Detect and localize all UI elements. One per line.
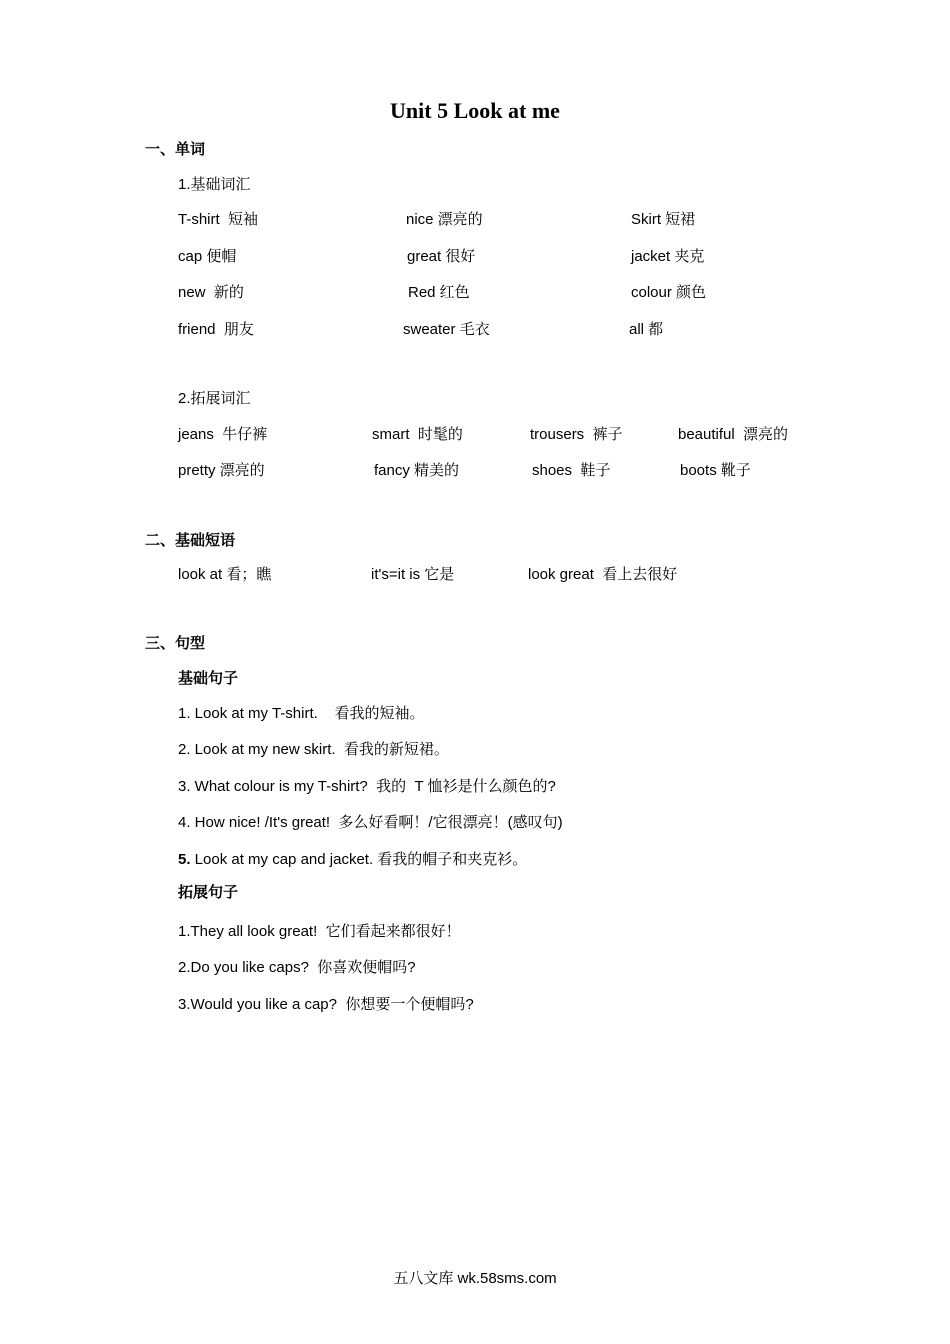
vocab-item: cap 便帽 bbox=[178, 248, 237, 265]
extended-vocabulary-label: 2.拓展词汇 bbox=[178, 390, 251, 407]
vocab-item: boots 靴子 bbox=[680, 462, 751, 479]
vocab-item: colour 颜色 bbox=[631, 284, 707, 301]
section-heading-phrases: 二、基础短语 bbox=[145, 532, 236, 549]
sentence-item: 2.Do you like caps? 你喜欢便帽吗? bbox=[178, 959, 416, 976]
vocab-item: shoes 鞋子 bbox=[532, 462, 611, 479]
vocab-item: trousers 裤子 bbox=[530, 426, 623, 443]
vocab-item: jacket 夹克 bbox=[631, 248, 705, 265]
phrase-item: look great 看上去很好 bbox=[528, 566, 678, 583]
vocab-item: beautiful 漂亮的 bbox=[678, 426, 789, 443]
extended-sentences-label: 拓展句子 bbox=[178, 884, 239, 901]
section-heading-sentences: 三、句型 bbox=[145, 635, 206, 652]
sentence-item: 1.They all look great! 它们看起来都很好！ bbox=[178, 923, 461, 940]
vocab-item: new 新的 bbox=[178, 284, 244, 301]
sentence-number: 5. bbox=[178, 851, 191, 868]
sentence-text: Look at my cap and jacket. 看我的帽子和夹克衫。 bbox=[190, 851, 528, 868]
vocab-item: smart 时髦的 bbox=[372, 426, 463, 443]
vocab-item: sweater 毛衣 bbox=[403, 321, 490, 338]
sentence-item bbox=[178, 848, 527, 869]
vocab-item: Red 红色 bbox=[408, 284, 470, 301]
document-title: Unit 5 Look at me bbox=[390, 98, 560, 123]
vocab-item: jeans 牛仔裤 bbox=[178, 426, 268, 443]
footer-watermark: 五八文库 wk.58sms.com bbox=[393, 1270, 557, 1287]
vocab-item: pretty 漂亮的 bbox=[178, 462, 265, 479]
vocab-item: all 都 bbox=[629, 321, 664, 338]
vocab-item: nice 漂亮的 bbox=[406, 211, 483, 228]
vocab-item: Skirt 短裙 bbox=[631, 211, 696, 228]
basic-sentences-label: 基础句子 bbox=[178, 670, 239, 687]
vocab-item: friend 朋友 bbox=[178, 321, 254, 338]
sentence-item: 4. How nice! /It's great! 多么好看啊！/它很漂亮！(感叹句) bbox=[178, 814, 563, 831]
phrase-item: look at 看；瞧 bbox=[178, 566, 272, 583]
section-heading-vocabulary: 一、单词 bbox=[145, 141, 206, 158]
vocab-item: T-shirt 短袖 bbox=[178, 211, 259, 228]
vocab-item: fancy 精美的 bbox=[374, 462, 460, 479]
basic-vocabulary-label: 1.基础词汇 bbox=[178, 176, 251, 193]
sentence-item: 3.Would you like a cap? 你想要一个便帽吗? bbox=[178, 996, 474, 1013]
sentence-item: 3. What colour is my T-shirt? 我的 T 恤衫是什么颜色的? bbox=[178, 778, 556, 795]
sentence-item: 1. Look at my T-shirt. 看我的短袖。 bbox=[178, 705, 425, 722]
vocab-item: great 很好 bbox=[407, 248, 476, 265]
phrase-item: it's=it is 它是 bbox=[371, 566, 455, 583]
sentence-item: 2. Look at my new skirt. 看我的新短裙。 bbox=[178, 741, 449, 758]
